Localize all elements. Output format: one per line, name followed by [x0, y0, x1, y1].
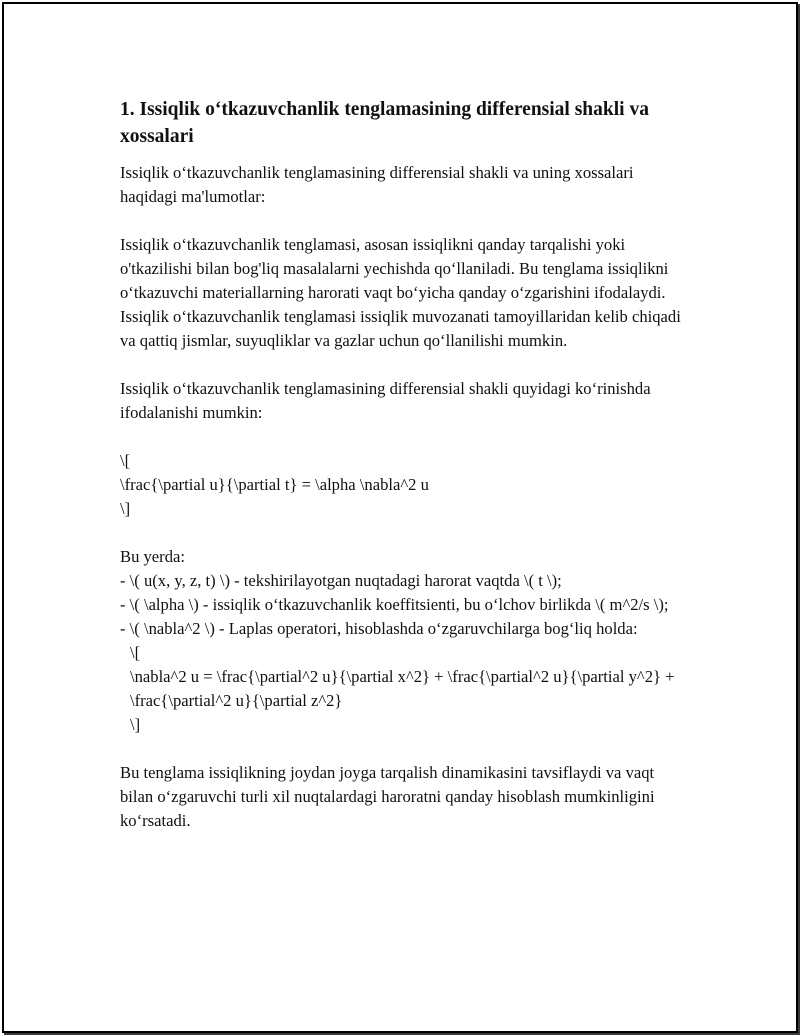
equation-open: \[ [120, 451, 131, 470]
definition-item-u: - \( u(x, y, z, t) \) - tekshirilayotgan nuqtadagi harorat vaqtda \( t \); [120, 571, 562, 590]
paragraph-description: Issiqlik o‘tkazuvchanlik tenglamasi, asosan issiqlikni qanday tarqalishi yoki o'tkazilishi bilan bog'liq masalalarni yechishda qo‘llaniladi. Bu tenglama issiqlikni o‘tkazuvchi materiallarning harorati vaqt bo‘yicha qanday o‘zgarishini ifodalaydi. Issiqlik o‘tkazuvchanlik tenglamasi issiqlik muvozanati tamoyillaridan kelib chiqadi va qattiq jismlar, suyuqliklar va gazlar uchun qo‘llanilishi mumkin. [120, 235, 681, 350]
page-frame [2, 2, 798, 1033]
document-title: 1. Issiqlik o‘tkazuvchanlik tenglamasining differensial shakli va xossalari [120, 99, 649, 147]
equation-close: \] [120, 499, 131, 518]
definition-item-alpha: - \( \alpha \) - issiqlik o‘tkazuvchanlik koeffitsienti, bu o‘lchov birlikda \( m^2/s \); [120, 595, 669, 614]
document-body [120, 96, 690, 857]
definition-item-laplace: - \( \nabla^2 \) - Laplas operatori, hisoblashda o‘zgaruvchilarga bog‘liq holda: [120, 619, 638, 638]
intro-paragraph: Issiqlik o‘tkazuvchanlik tenglamasining differensial shakli va uning xossalari haqidagi ma'lumotlar: [120, 163, 634, 206]
laplace-equation-close: \] [130, 715, 141, 734]
laplace-equation-body: \nabla^2 u = \frac{\partial^2 u}{\partial x^2} + \frac{\partial^2 u}{\partial y^2} + \frac{\partial^2 u}{\partial z^2} [130, 667, 679, 710]
equation-block [120, 449, 690, 521]
conclusion-paragraph: Bu tenglama issiqlikning joydan joyga tarqalish dinamikasini tavsiflaydi va vaqt bilan o‘zgaruvchi turli xil nuqtalardagi haroratni qanday hisoblash mumkinligini ko‘rsatadi. [120, 763, 655, 830]
laplace-equation-open: \[ [130, 643, 141, 662]
equation-body: \frac{\partial u}{\partial t} = \alpha \nabla^2 u [120, 475, 429, 494]
definitions-block [120, 545, 690, 737]
paragraph-differential-form: Issiqlik o‘tkazuvchanlik tenglamasining differensial shakli quyidagi ko‘rinishda ifodalanishi mumkin: [120, 379, 651, 422]
definitions-heading: Bu yerda: [120, 547, 185, 566]
